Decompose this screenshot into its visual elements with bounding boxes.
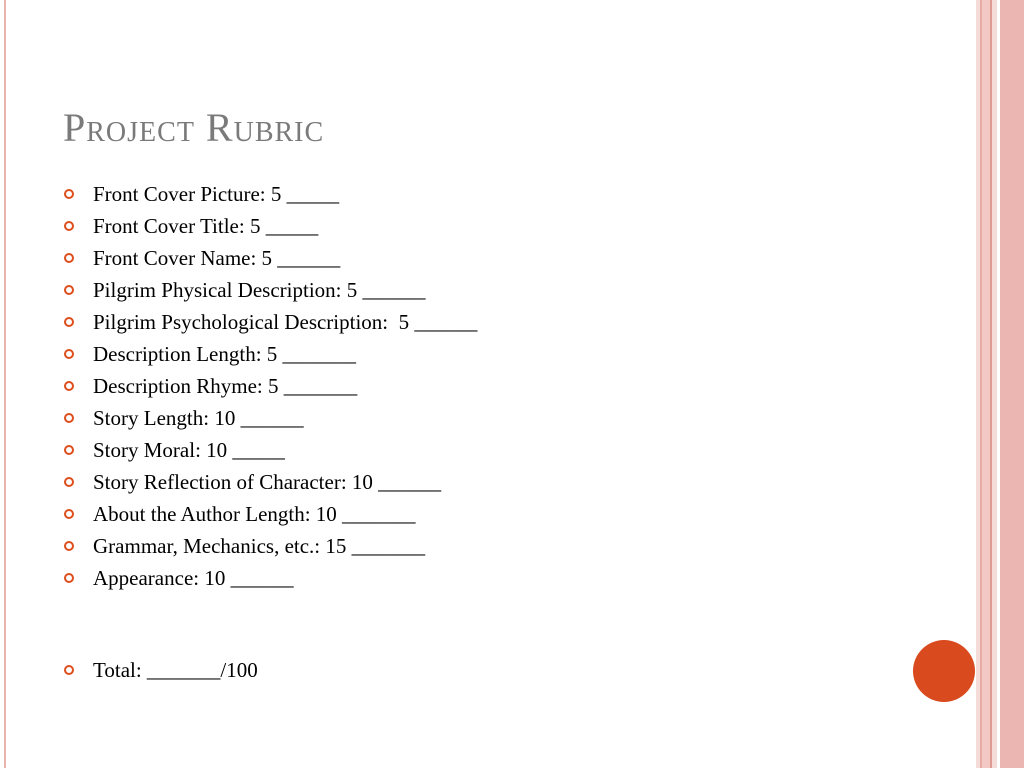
- bullet-icon: [64, 509, 74, 519]
- slide-title: Project Rubric: [63, 105, 325, 150]
- rubric-item: [64, 434, 477, 466]
- rubric-item: [64, 466, 477, 498]
- bullet-icon: [64, 189, 74, 199]
- rubric-item: [64, 402, 477, 434]
- bullet-icon: [64, 285, 74, 295]
- rubric-item: [64, 338, 477, 370]
- rubric-item: [64, 242, 477, 274]
- bullet-icon: [64, 221, 74, 231]
- rubric-item-text: Front Cover Name: 5 ______: [93, 246, 341, 270]
- rubric-list: [64, 178, 477, 594]
- bullet-icon: [64, 413, 74, 423]
- rubric-item-text: Grammar, Mechanics, etc.: 15 _______: [93, 534, 426, 558]
- rubric-item-text: Story Moral: 10 _____: [93, 438, 285, 462]
- rubric-item-text: Story Reflection of Character: 10 ______: [93, 470, 442, 494]
- rubric-item: [64, 562, 477, 594]
- total-text: Total: _______/100: [93, 658, 258, 682]
- rubric-item: [64, 498, 477, 530]
- rubric-item: [64, 210, 477, 242]
- right-decorative-stripes: [976, 0, 1024, 768]
- bullet-icon: [64, 573, 74, 583]
- rubric-item-text: Description Length: 5 _______: [93, 342, 357, 366]
- rubric-item-text: Story Length: 10 ______: [93, 406, 304, 430]
- rubric-item-text: About the Author Length: 10 _______: [93, 502, 416, 526]
- rubric-item: [64, 370, 477, 402]
- rubric-item-text: Front Cover Title: 5 _____: [93, 214, 319, 238]
- bullet-icon: [64, 665, 74, 675]
- bullet-icon: [64, 317, 74, 327]
- rubric-item: [64, 178, 477, 210]
- rubric-item: [64, 306, 477, 338]
- rubric-item-text: Appearance: 10 ______: [93, 566, 294, 590]
- bullet-icon: [64, 541, 74, 551]
- decorative-circle: [913, 640, 975, 702]
- bullet-icon: [64, 477, 74, 487]
- rubric-item: [64, 274, 477, 306]
- bullet-icon: [64, 349, 74, 359]
- rubric-item-text: Pilgrim Physical Description: 5 ______: [93, 278, 426, 302]
- left-border-line: [4, 0, 6, 768]
- rubric-item-text: Pilgrim Psychological Description: 5 ______: [93, 310, 478, 334]
- rubric-item: [64, 530, 477, 562]
- bullet-icon: [64, 253, 74, 263]
- bullet-icon: [64, 381, 74, 391]
- total-line: [64, 654, 258, 686]
- rubric-item-text: Front Cover Picture: 5 _____: [93, 182, 340, 206]
- rubric-item-text: Description Rhyme: 5 _______: [93, 374, 358, 398]
- bullet-icon: [64, 445, 74, 455]
